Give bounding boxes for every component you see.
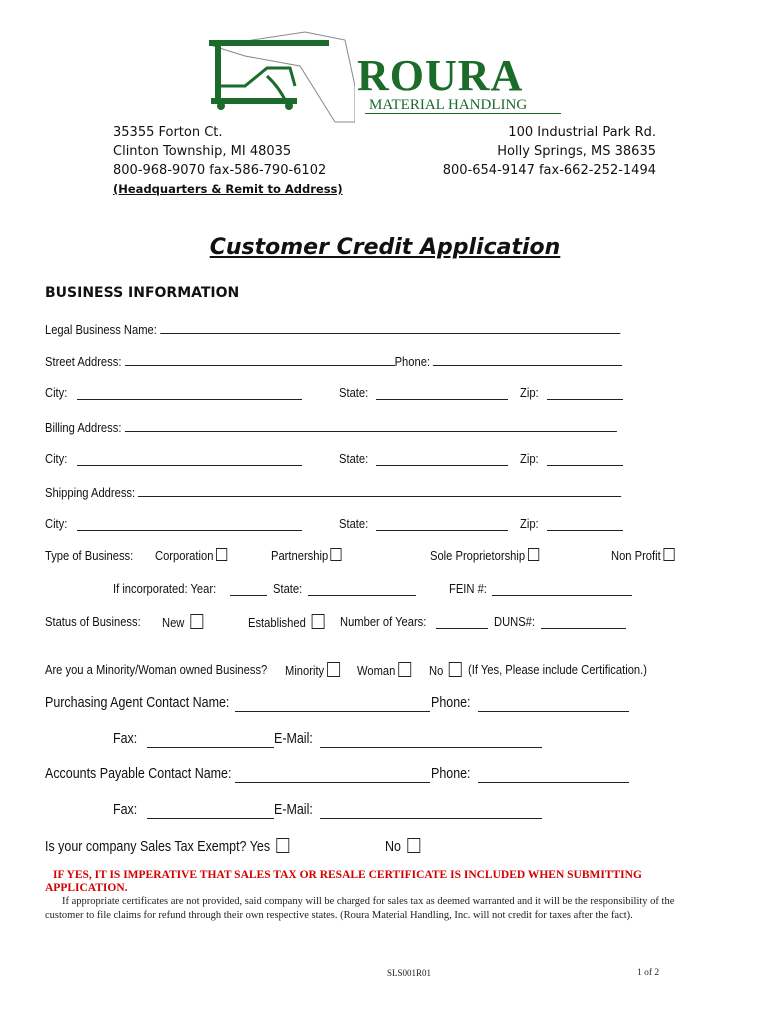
headquarters-note: (Headquarters & Remit to Address) (113, 182, 343, 196)
zip-field-1[interactable] (547, 399, 623, 400)
ap-email-field[interactable] (320, 818, 542, 819)
partnership-option[interactable] (271, 548, 342, 563)
fein-field[interactable] (492, 595, 632, 596)
billing-label: Billing Address: (45, 420, 122, 435)
non-profit-label: Non Profit (611, 548, 661, 563)
state-label-1: State: (339, 385, 369, 400)
corporation-label: Corporation (155, 548, 214, 563)
address-left (113, 123, 343, 199)
shipping-label: Shipping Address: (45, 485, 136, 500)
purchasing-email-field[interactable] (320, 747, 542, 748)
sole-prop-checkbox[interactable] (528, 548, 539, 561)
tax-no-label: No (385, 839, 401, 855)
minority-label: Minority (285, 663, 325, 678)
purchasing-phone-field[interactable] (478, 711, 629, 712)
purchasing-phone-label: Phone: (431, 695, 471, 711)
corporation-option[interactable] (155, 548, 227, 563)
shipping-row (45, 483, 622, 500)
city-label-2: City: (45, 451, 68, 466)
city-label-1: City: (45, 385, 68, 400)
purchasing-email-label: E-Mail: (274, 731, 313, 747)
form-code: SLS001R01 (387, 968, 432, 978)
section-heading: BUSINESS INFORMATION (45, 285, 240, 301)
ap-fax-field[interactable] (147, 818, 274, 819)
state-field-3[interactable] (376, 530, 508, 531)
tax-no-checkbox[interactable] (407, 838, 420, 853)
state-field-2[interactable] (376, 465, 508, 466)
street-row (45, 352, 622, 369)
address-left-line2: Clinton Township, MI 48035 (113, 144, 292, 159)
no-checkbox[interactable] (449, 662, 462, 677)
state-field-1[interactable] (376, 399, 508, 400)
address-right (430, 123, 656, 180)
city-label-3: City: (45, 516, 68, 531)
ap-email-label: E-Mail: (274, 802, 313, 818)
state-label-3: State: (339, 516, 369, 531)
established-option[interactable] (248, 614, 324, 630)
address-right-line1: 100 Industrial Park Rd. (508, 125, 656, 140)
purchasing-fax-label: Fax: (113, 731, 138, 747)
ap-phone-field[interactable] (478, 782, 629, 783)
tax-notice-body: If appropriate certificates are not provided, said company will be charged for sales tax as deemed warranted and it will be the responsibility of the customer to file claims for refund through their own respective states. (Roura Material Handling, Inc. will not credit for taxes after the fact). (45, 896, 675, 921)
sole-prop-option[interactable] (430, 548, 539, 563)
established-checkbox[interactable] (312, 614, 325, 629)
num-years-label: Number of Years: (340, 614, 427, 629)
tax-notice-red: IF YES, IT IS IMPERATIVE THAT SALES TAX OR RESALE CERTIFICATE IS INCLUDED WHEN SUBMITTING APPLICATION. (45, 869, 642, 894)
tax-exempt-label: Is your company Sales Tax Exempt? (45, 839, 247, 855)
phone-label: Phone: (394, 354, 431, 369)
ap-field[interactable] (235, 782, 430, 783)
purchasing-field[interactable] (235, 711, 430, 712)
num-years-field[interactable] (436, 628, 488, 629)
billing-field[interactable] (125, 418, 617, 432)
status-label: Status of Business: (45, 614, 141, 629)
minority-option[interactable] (285, 662, 340, 678)
brand-name: ROURA (357, 51, 524, 100)
new-label: New (162, 615, 185, 630)
sole-prop-label: Sole Proprietorship (430, 548, 526, 563)
non-profit-option[interactable] (611, 548, 674, 563)
address-left-line3: 800-968-9070 fax-586-790-6102 (113, 163, 327, 178)
new-option[interactable] (162, 614, 203, 630)
page-title: Customer Credit Application (209, 235, 561, 260)
year-field[interactable] (230, 595, 267, 596)
purchasing-label: Purchasing Agent Contact Name: (45, 695, 230, 711)
fein-label: FEIN #: (449, 581, 487, 596)
city-field-2[interactable] (77, 465, 302, 466)
corporation-checkbox[interactable] (216, 548, 227, 561)
ap-phone-label: Phone: (431, 766, 471, 782)
type-of-business-label: Type of Business: (45, 548, 134, 563)
legal-name-label: Legal Business Name: (45, 322, 157, 337)
legal-name-field[interactable] (160, 320, 620, 334)
brand-subtitle: MATERIAL HANDLING (369, 97, 528, 113)
zip-field-3[interactable] (547, 530, 623, 531)
address-right-line3: 800-654-9147 fax-662-252-1494 (442, 163, 656, 178)
no-option[interactable] (429, 662, 462, 678)
duns-label: DUNS#: (494, 614, 536, 629)
dump-hopper-icon (205, 26, 355, 126)
ap-fax-label: Fax: (113, 802, 138, 818)
shipping-field[interactable] (138, 483, 621, 497)
tax-yes-label: Yes (249, 839, 271, 855)
logo (205, 26, 565, 126)
zip-field-2[interactable] (547, 465, 623, 466)
if-incorporated-label: If incorporated: Year: (113, 581, 217, 596)
zip-label-2: Zip: (520, 451, 539, 466)
woman-label: Woman (357, 663, 396, 678)
minority-checkbox[interactable] (327, 662, 340, 677)
city-field-3[interactable] (77, 530, 302, 531)
woman-checkbox[interactable] (398, 662, 411, 677)
phone-field[interactable] (433, 352, 622, 366)
partnership-checkbox[interactable] (331, 548, 342, 561)
non-profit-checkbox[interactable] (663, 548, 674, 561)
page-number: 1 of 2 (637, 968, 660, 978)
zip-label-1: Zip: (520, 385, 539, 400)
tax-exempt-question (45, 838, 289, 855)
address-right-line2: Holly Springs, MS 38635 (497, 144, 656, 159)
new-checkbox[interactable] (190, 614, 203, 629)
inc-state-label: State: (273, 581, 303, 596)
address-left-line1: 35355 Forton Ct. (113, 125, 223, 140)
legal-name-row (45, 320, 620, 337)
tax-no-option[interactable] (385, 838, 420, 855)
woman-option[interactable] (357, 662, 411, 678)
ap-label: Accounts Payable Contact Name: (45, 766, 232, 782)
if-yes-certification: (If Yes, Please include Certification.) (468, 662, 647, 677)
street-field[interactable] (125, 352, 395, 366)
state-label-2: State: (339, 451, 369, 466)
zip-label-3: Zip: (520, 516, 539, 531)
no-label: No (429, 663, 444, 678)
purchasing-fax-field[interactable] (147, 747, 274, 748)
duns-field[interactable] (541, 628, 626, 629)
established-label: Established (248, 615, 306, 630)
partnership-label: Partnership (271, 548, 329, 563)
tax-yes-checkbox[interactable] (276, 838, 289, 853)
minority-question: Are you a Minority/Woman owned Business? (45, 662, 268, 677)
billing-row (45, 418, 616, 435)
inc-state-field[interactable] (308, 595, 416, 596)
city-field-1[interactable] (77, 399, 302, 400)
brand-underline (365, 113, 561, 114)
street-label: Street Address: (45, 354, 122, 369)
